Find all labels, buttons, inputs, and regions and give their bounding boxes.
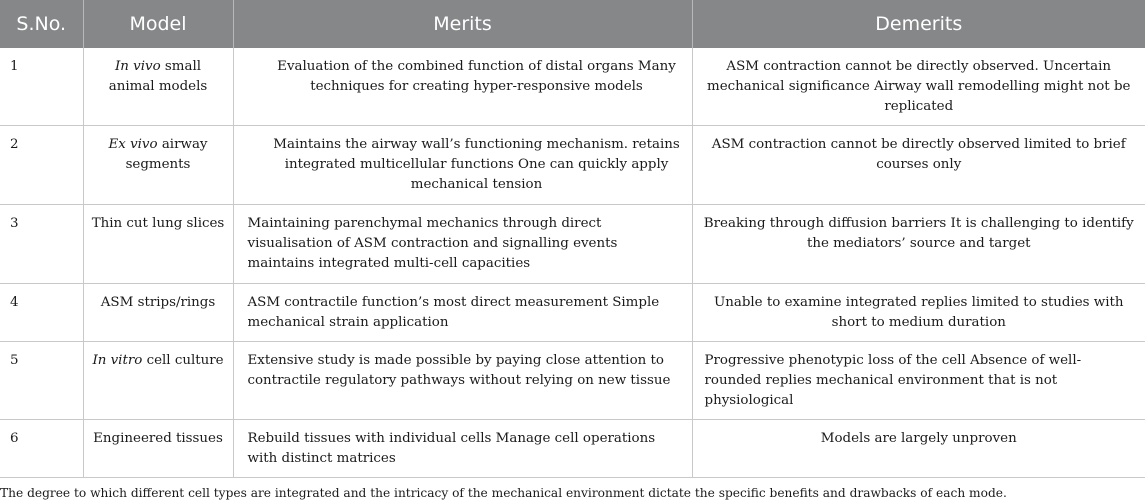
cell-merits: Extensive study is made possible by paying close attention to contractile regulatory pathways without relying on new tissue — [233, 342, 692, 420]
cell-sno: 1 — [0, 48, 83, 126]
model-text: ASM strips/rings — [100, 295, 216, 310]
cell-demerits: Progressive phenotypic loss of the cell Absence of well-rounded replies mechanical environment that is not physiological — [692, 342, 1145, 420]
cell-merits: Maintains the airway wall’s functioning mechanism. retains integrated multicellular functions One can quickly apply mechanical tension — [233, 126, 692, 205]
cell-demerits: ASM contraction cannot be directly observed. Uncertain mechanical significance Airway wall remodelling might not be replicated — [692, 48, 1145, 126]
cell-demerits: ASM contraction cannot be directly observed limited to brief courses only — [692, 126, 1145, 205]
cell-sno: 5 — [0, 342, 83, 420]
cell-sno: 6 — [0, 420, 83, 478]
table-header-row — [0, 0, 1145, 48]
table-row — [0, 205, 1145, 284]
cell-model — [83, 126, 233, 205]
header-model: Model — [83, 0, 233, 48]
model-text: small animal models — [108, 59, 208, 94]
cell-model — [83, 420, 233, 478]
cell-demerits: Breaking through diffusion barriers It is challenging to identify the mediators’ source and target — [692, 205, 1145, 284]
cell-sno: 3 — [0, 205, 83, 284]
cell-sno: 4 — [0, 284, 83, 342]
table-row — [0, 48, 1145, 126]
model-text: cell culture — [142, 353, 224, 368]
table-row — [0, 420, 1145, 478]
table-row — [0, 342, 1145, 420]
table-footnote: The degree to which different cell types are integrated and the intricacy of the mechanical environment dictate the specific benefits and drawbacks of each mode. — [0, 486, 1007, 500]
cell-demerits: Unable to examine integrated replies limited to studies with short to medium duration — [692, 284, 1145, 342]
model-text: airway segments — [125, 137, 208, 172]
header-sno: S.No. — [0, 0, 83, 48]
header-merits: Merits — [233, 0, 692, 48]
cell-model — [83, 205, 233, 284]
cell-merits: ASM contractile function’s most direct measurement Simple mechanical strain application — [233, 284, 692, 342]
model-italic: In vivo — [114, 59, 161, 74]
table-row — [0, 284, 1145, 342]
model-italic: Ex vivo — [108, 137, 158, 152]
cell-merits: Rebuild tissues with individual cells Manage cell operations with distinct matrices — [233, 420, 692, 478]
cell-demerits: Models are largely unproven — [692, 420, 1145, 478]
cell-model — [83, 48, 233, 126]
cell-sno: 2 — [0, 126, 83, 205]
cell-merits: Maintaining parenchymal mechanics through direct visualisation of ASM contraction and signalling events maintains integrated multi-cell capacities — [233, 205, 692, 284]
model-text: Engineered tissues — [93, 431, 223, 446]
model-text: Thin cut lung slices — [91, 216, 225, 231]
header-demerits: Demerits — [692, 0, 1145, 48]
cell-merits: Evaluation of the combined function of distal organs Many techniques for creating hyper-responsive models — [233, 48, 692, 126]
table-row — [0, 126, 1145, 205]
cell-model — [83, 342, 233, 420]
cell-model — [83, 284, 233, 342]
model-italic: In vitro — [92, 353, 143, 368]
